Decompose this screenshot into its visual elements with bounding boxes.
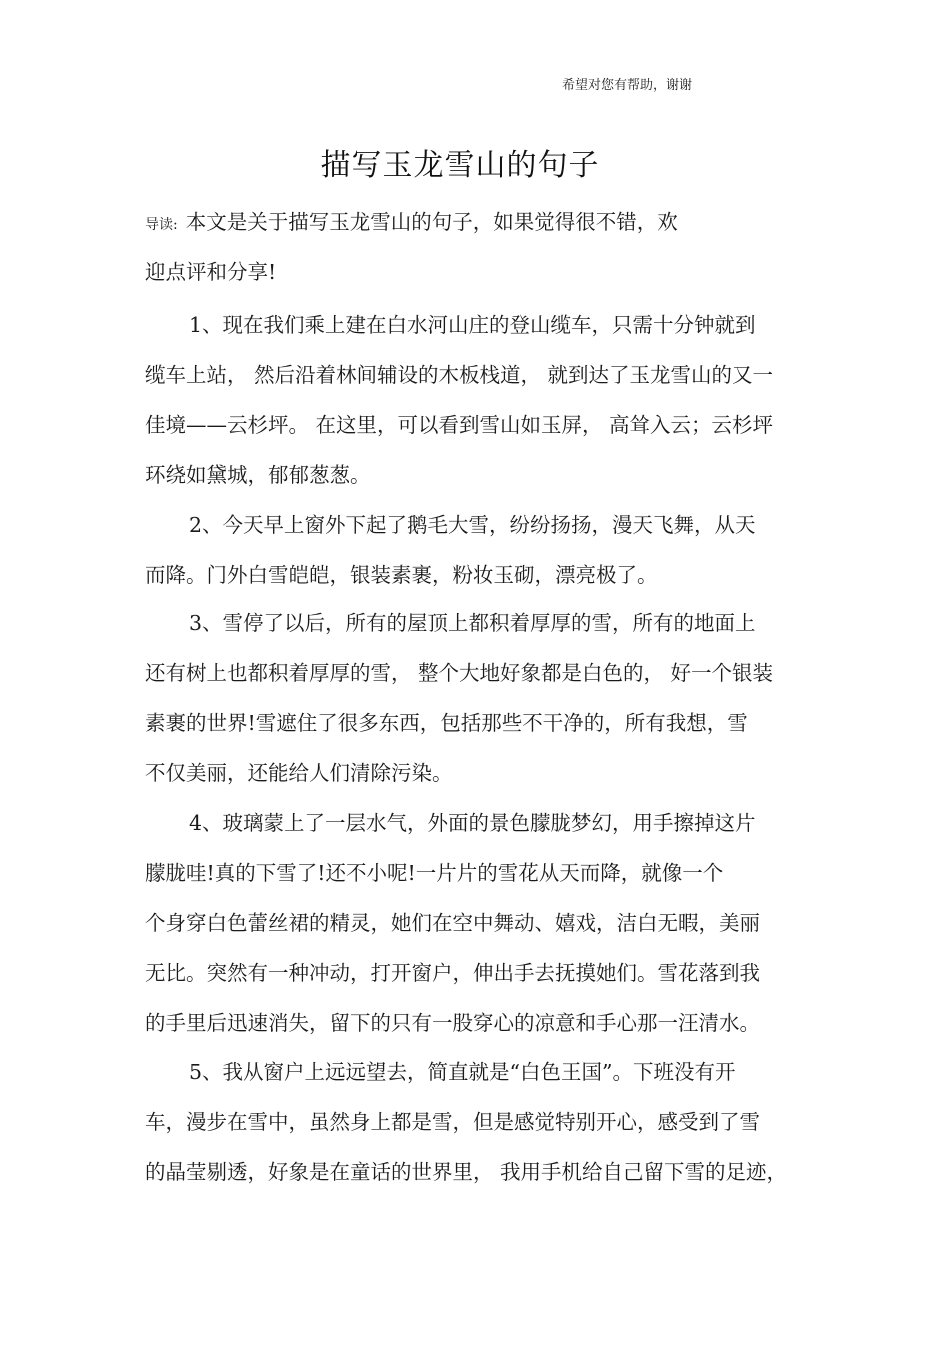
paragraph-line: 缆车上站， 然后沿着林间辅设的木板栈道， 就到达了玉龙雪山的又一 [145, 363, 774, 387]
intro-text-1: 本文是关于描写玉龙雪山的句子，如果觉得很不错，欢 [185, 210, 678, 234]
paragraph-line: 无比。突然有一种冲动，打开窗户，伸出手去抚摸她们。雪花落到我 [145, 961, 760, 985]
intro-line-2: 迎点评和分享! [145, 260, 277, 284]
header-note: 希望对您有帮助，谢谢 [562, 78, 693, 93]
paragraph-line: 的手里后迅速消失，留下的只有一股穿心的凉意和手心那一汪清水。 [145, 1011, 760, 1035]
document-title: 描写玉龙雪山的句子 [320, 148, 600, 183]
intro-label: 导读: [145, 217, 178, 233]
paragraph-line: 3、雪停了以后，所有的屋顶上都积着厚厚的雪，所有的地面上 [189, 611, 756, 635]
paragraph-line: 不仅美丽，还能给人们清除污染。 [145, 761, 453, 785]
paragraph-line: 4、玻璃蒙上了一层水气，外面的景色朦胧梦幻，用手擦掉这片 [189, 811, 756, 835]
paragraph-line: 佳境——云杉坪。 在这里，可以看到雪山如玉屏， 高耸入云；云杉坪 [145, 413, 774, 437]
paragraph-line: 的晶莹剔透，好象是在童话的世界里， 我用手机给自己留下雪的足迹， [145, 1160, 788, 1184]
paragraph-line: 还有树上也都积着厚厚的雪， 整个大地好象都是白色的， 好一个银装 [145, 661, 774, 685]
paragraph-line: 5、我从窗户上远远望去，简直就是“白色王国”。下班没有开 [189, 1060, 736, 1084]
paragraph-line: 个身穿白色蕾丝裙的精灵，她们在空中舞动、嬉戏，洁白无暇，美丽 [145, 911, 760, 935]
paragraph-line: 车，漫步在雪中，虽然身上都是雪，但是感觉特别开心，感受到了雪 [145, 1110, 760, 1134]
paragraph-line: 而降。门外白雪皑皑，银装素裹，粉妆玉砌，漂亮极了。 [145, 563, 658, 587]
paragraph-line: 2、今天早上窗外下起了鹅毛大雪，纷纷扬扬，漫天飞舞，从天 [189, 513, 756, 537]
paragraph-line: 朦胧哇!真的下雪了!还不小呢!一片片的雪花从天而降，就像一个 [145, 861, 724, 885]
paragraph-line: 1、现在我们乘上建在白水河山庄的登山缆车，只需十分钟就到 [189, 313, 756, 337]
intro-line-1 [145, 205, 678, 235]
paragraph-line: 环绕如黛城，郁郁葱葱。 [145, 463, 371, 487]
paragraph-line: 素裹的世界!雪遮住了很多东西，包括那些不干净的，所有我想，雪 [145, 711, 748, 735]
